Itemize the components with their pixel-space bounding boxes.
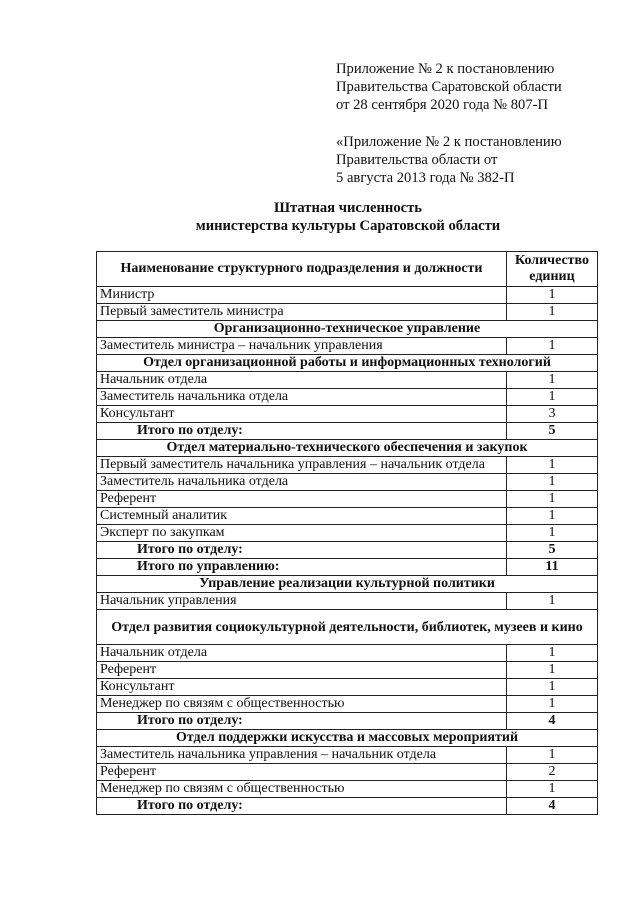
position-count: 1 (507, 389, 598, 406)
annex-quote-line: Правительства области от (336, 152, 498, 168)
table-row (97, 679, 598, 696)
position-count: 1 (507, 696, 598, 713)
position-count: 1 (507, 525, 598, 542)
table-row (97, 747, 598, 764)
table-row (97, 525, 598, 542)
section-row (97, 355, 598, 372)
header-position: Наименование структурного подразделения и должности (97, 252, 507, 287)
position-count: 1 (507, 662, 598, 679)
staff-table (96, 251, 598, 815)
total-label: Итого по отделу: (97, 423, 507, 440)
total-count: 4 (507, 798, 598, 815)
position-count: 1 (507, 474, 598, 491)
position-count: 1 (507, 747, 598, 764)
position-name: Референт (97, 764, 507, 781)
annex-quote-line: «Приложение № 2 к постановлению (336, 134, 562, 150)
table-row (97, 457, 598, 474)
section-title: Отдел развития социокультурной деятельности, библиотек, музеев и кино (97, 610, 598, 645)
position-name: Первый заместитель министра (97, 304, 507, 321)
position-name: Начальник отдела (97, 372, 507, 389)
position-count: 1 (507, 491, 598, 508)
total-label: Итого по отделу: (97, 713, 507, 730)
position-name: Начальник отдела (97, 645, 507, 662)
section-row (97, 576, 598, 593)
total-count: 5 (507, 542, 598, 559)
annex-note (336, 60, 626, 187)
position-count: 1 (507, 781, 598, 798)
table-header-row (97, 252, 598, 287)
position-name: Менеджер по связям с общественностью (97, 696, 507, 713)
section-title: Отдел поддержки искусства и массовых мероприятий (97, 730, 598, 747)
table-row (97, 474, 598, 491)
position-count: 1 (507, 287, 598, 304)
position-name: Начальник управления (97, 593, 507, 610)
total-row (97, 542, 598, 559)
section-row (97, 321, 598, 338)
position-name: Эксперт по закупкам (97, 525, 507, 542)
annex-note-line: Правительства Саратовской области (336, 79, 562, 95)
position-name: Заместитель министра – начальник управления (97, 338, 507, 355)
table-row (97, 304, 598, 321)
total-row (97, 713, 598, 730)
annex-note-line: от 28 сентября 2020 года № 807-П (336, 97, 549, 113)
position-name: Менеджер по связям с общественностью (97, 781, 507, 798)
position-name: Министр (97, 287, 507, 304)
total-count: 5 (507, 423, 598, 440)
section-row (97, 730, 598, 747)
position-name: Консультант (97, 679, 507, 696)
table-body (97, 287, 598, 815)
position-count: 1 (507, 304, 598, 321)
section-title: Организационно-техническое управление (97, 321, 598, 338)
annex-quote-line: 5 августа 2013 года № 382-П (336, 170, 515, 186)
table-row (97, 389, 598, 406)
position-count: 1 (507, 679, 598, 696)
total-label: Итого по управлению: (97, 559, 507, 576)
total-label: Итого по отделу: (97, 542, 507, 559)
total-row (97, 423, 598, 440)
section-title: Управление реализации культурной политики (97, 576, 598, 593)
total-row (97, 798, 598, 815)
position-count: 1 (507, 593, 598, 610)
position-name: Заместитель начальника отдела (97, 389, 507, 406)
table-row (97, 781, 598, 798)
table-row (97, 491, 598, 508)
table-row (97, 662, 598, 679)
position-name: Системный аналитик (97, 508, 507, 525)
position-name: Референт (97, 662, 507, 679)
total-count: 11 (507, 559, 598, 576)
document-title (100, 199, 596, 235)
section-row (97, 440, 598, 457)
position-name: Первый заместитель начальника управления – начальник отдела (97, 457, 507, 474)
table-row (97, 764, 598, 781)
position-count: 1 (507, 372, 598, 389)
table-row (97, 696, 598, 713)
table-row (97, 406, 598, 423)
position-count: 1 (507, 457, 598, 474)
position-count: 1 (507, 508, 598, 525)
position-count: 3 (507, 406, 598, 423)
position-name: Заместитель начальника отдела (97, 474, 507, 491)
table-row (97, 593, 598, 610)
table-row (97, 287, 598, 304)
total-label: Итого по отделу: (97, 798, 507, 815)
position-count: 1 (507, 338, 598, 355)
title-line: Штатная численность (274, 200, 422, 216)
position-name: Референт (97, 491, 507, 508)
position-count: 2 (507, 764, 598, 781)
total-count: 4 (507, 713, 598, 730)
section-title: Отдел организационной работы и информационных технологий (97, 355, 598, 372)
title-line: министерства культуры Саратовской области (195, 218, 501, 234)
table-row (97, 645, 598, 662)
section-row (97, 610, 598, 645)
annex-note-line: Приложение № 2 к постановлению (336, 61, 555, 77)
position-count: 1 (507, 645, 598, 662)
table-row (97, 372, 598, 389)
table-row (97, 508, 598, 525)
section-title: Отдел материально-технического обеспечения и закупок (97, 440, 598, 457)
position-name: Консультант (97, 406, 507, 423)
total-row (97, 559, 598, 576)
table-row (97, 338, 598, 355)
header-count: Количество единиц (507, 252, 598, 287)
position-name: Заместитель начальника управления – начальник отдела (97, 747, 507, 764)
